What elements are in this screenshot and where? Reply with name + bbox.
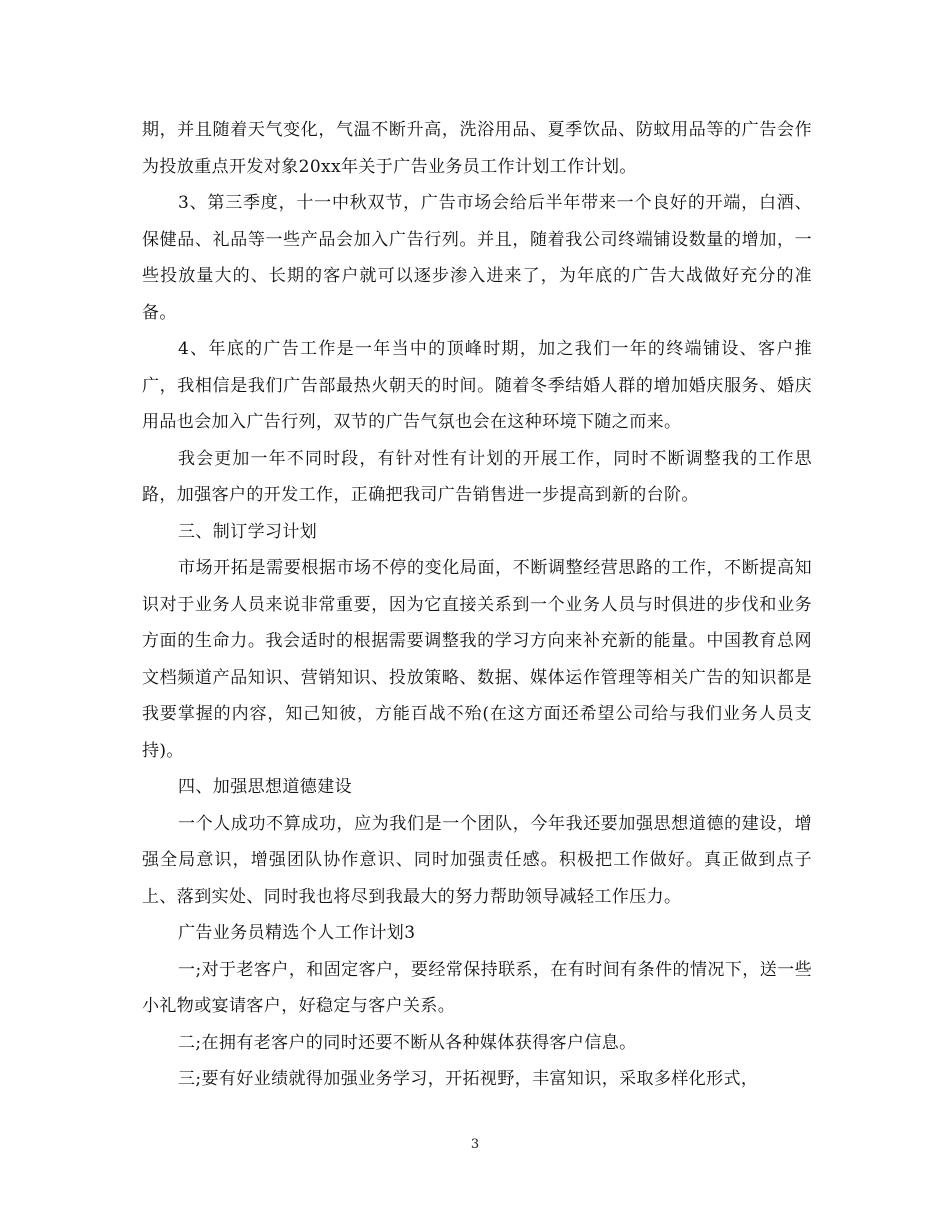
paragraph: 广告业务员精选个人工作计划3	[178, 923, 416, 943]
document-body	[142, 112, 812, 1098]
paragraph: 市场开拓是需要根据市场不停的变化局面，不断调整经营思路的工作，不断提高知识对于业务人员来说非常重要，因为它直接关系到一个业务人员与时俱进的步伐和业务方面的生命力。我会适时的根据需要调整我的学习方向来补充新的能量。中国教育总网文档频道产品知识、营销知识、投放策略、数据、媒体运作管理等相关广告的知识都是我要掌握的内容，知己知彼，方能百战不殆(在这方面还希望公司给与我们业务人员支持)。	[142, 558, 812, 761]
paragraph: 一;对于老客户，和固定客户，要经常保持联系，在有时间有条件的情况下，送一些小礼物或宴请客户，好稳定与客户关系。	[142, 959, 812, 1016]
paragraph: 三、制订学习计划	[178, 521, 318, 542]
paragraph: 三;要有好业绩就得加强业务学习，开拓视野，丰富知识，采取多样化形式，	[178, 1069, 759, 1089]
paragraph: 期，并且随着天气变化，气温不断升高，洗浴用品、夏季饮品、防蚊用品等的广告会作为投放重点开发对象20xx年关于广告业务员工作计划工作计划。	[142, 120, 812, 177]
paragraph: 二;在拥有老客户的同时还要不断从各种媒体获得客户信息。	[178, 1032, 637, 1053]
paragraph: 我会更加一年不同时段，有针对性有计划的开展工作，同时不断调整我的工作思路，加强客户的开发工作，正确把我司广告销售进一步提高到新的台阶。	[142, 448, 812, 505]
paragraph: 4、年底的广告工作是一年当中的顶峰时期，加之我们一年的终端铺设、客户推广，我相信是我们广告部最热火朝天的时间。随着冬季结婚人群的增加婚庆服务、婚庆用品也会加入广告行列，双节的广告气氛也会在这种环境下随之而来。	[142, 339, 812, 432]
paragraph: 3、第三季度，十一中秋双节，广告市场会给后半年带来一个良好的开端，白酒、保健品、礼品等一些产品会加入广告行列。并且，随着我公司终端铺设数量的增加，一些投放量大的、长期的客户就可以逐步渗入进来了，为年底的广告大战做好充分的准备。	[142, 193, 812, 323]
paragraph: 一个人成功不算成功，应为我们是一个团队，今年我还要加强思想道德的建设，增强全局意识，增强团队协作意识、同时加强责任感。积极把工作做好。真正做到点子上、落到实处、同时我也将尽到我最大的努力帮助领导减轻工作压力。	[142, 813, 812, 907]
page-number: 3	[470, 1137, 480, 1152]
paragraph: 四、加强思想道德建设	[178, 777, 352, 797]
